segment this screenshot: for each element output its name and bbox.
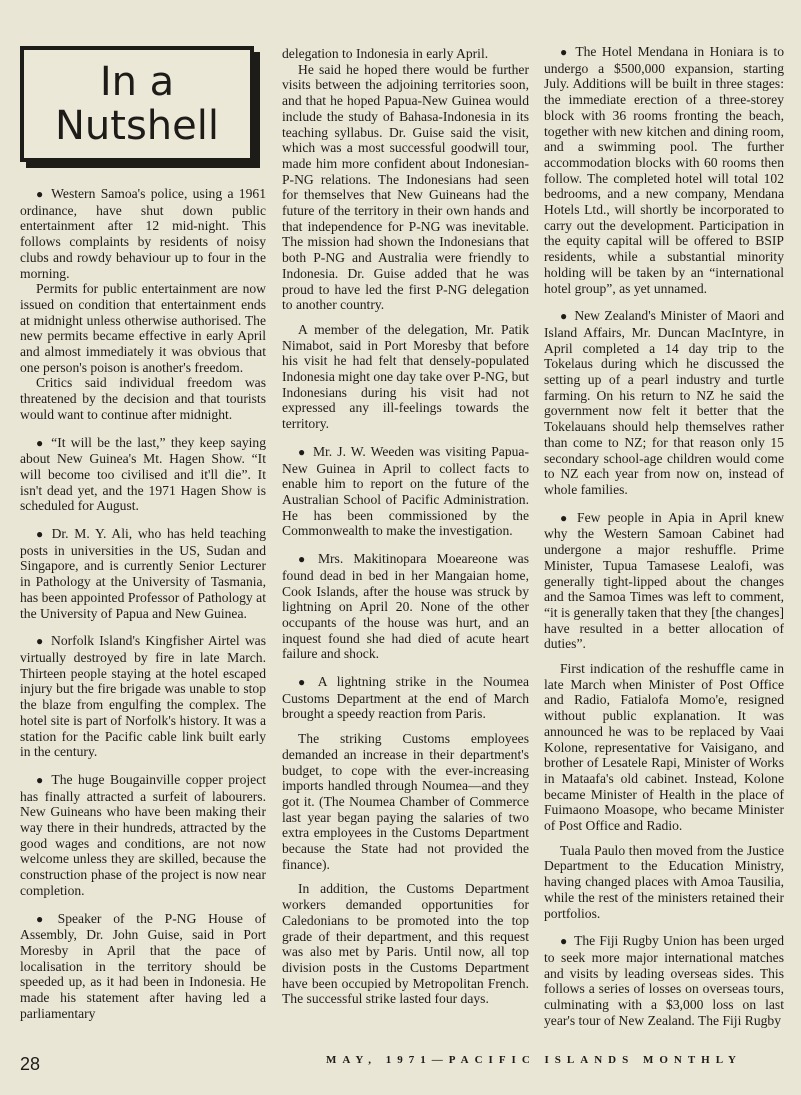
paragraph-text: New Zealand's Minister of Maori and Island Affairs, Mr. Duncan MacIntyre, in April completed a 14 day trip to the Tokelaus during which he discussed the setting up of a pearl industry and turtle farming. On his return to NZ he said the government now felt it better that the Tokelauans should help themselves rather than come to NZ; for that reason only 15 secondary school-age children would come to NZ each year from now on, instead of whole families. [544,308,784,497]
bullet-icon: ● [36,187,46,201]
paragraph-text: The striking Customs employees demanded an increase in their department's budget, to cope with the ever-increasing imports handled through Noumea—and they got it. (The Noumea Chamber of Commerce last year began paying the salaries of two extra employees in the Customs Department because the State had not provided the finance). [282,731,529,872]
running-footer: MAY, 1971—PACIFIC ISLANDS MONTHLY [326,1054,742,1066]
paragraph-text: Few people in Apia in April knew why the Western Samoan Cabinet had undergone a major reshuffle. Prime Minister, Tupua Tamasese Lealofi, was generally tight-lipped about the changes and the Samoa Times was left to comment, “it is generally taken that they [the changes] have resulted in a better allocation of duties”. [544,509,785,652]
paragraph-text: Dr. M. Y. Ali, who has held teaching posts in universities in the US, Sudan and Singapore, and is currently Senior Lecturer in Pathology at the University of Tasmania, has been appointed Professor of Pathology at the University of Papua and New Guinea. [20,526,266,621]
bullet-icon: ● [560,309,569,324]
bullet-icon: ● [298,444,307,459]
paragraph-text: Western Samoa's police, using a 1961 ordinance, have shut down public entertainment after 12 mid-night. This follows complaints by residents of noisy clubs and rowdy behaviour up to four in the morning. [20,186,266,281]
column-3-body [544,44,784,1028]
in-a-nutshell-heading-box [20,46,254,162]
article-paragraph [282,322,529,432]
article-paragraph [282,62,529,313]
column-1 [20,46,266,1021]
page-number: 28 [20,1054,41,1074]
bullet-icon: ● [36,634,46,649]
bullet-icon: ● [36,527,46,542]
bullet-icon: ● [298,675,312,690]
bullet-icon: ● [298,552,312,567]
paragraph-text: The huge Bougainville copper project has finally attracted a surfeit of labourers. New Guineans who have been making their way there in their hundreds, attracted by the good wages and conditions, are not now welcome unless they are skilled, because the construction phase of the project is now near completion. [20,771,267,898]
article-paragraph [282,444,529,539]
article-paragraph [20,772,266,899]
article-paragraph [20,281,266,375]
bullet-icon: ● [560,934,569,949]
article-paragraph [544,843,784,922]
paragraph-text: In addition, the Customs Department workers demanded opportunities for Caledonians to be promoted into the top grade of their department, and this request was also met by Paris. Until now, all top division posts in the Customs Department have been occupied by Metropolitan French. The successful strike lasted four days. [282,881,529,1007]
heading-line-1: In a [99,59,175,105]
paragraph-text: delegation to Indonesia in early April. [282,46,489,61]
paragraph-text: Speaker of the P-NG House of Assembly, Dr. John Guise, said in Port Moresby in April that the pace of localisation in the territory should be speeded up, as it had been in Indonesia. He made his statement after having led a parliamentary [20,910,267,1021]
article-paragraph [544,510,784,652]
paragraph-text: Critics said individual freedom was threatened by the decision and that tourists would want to continue after midnight. [20,375,266,422]
column-2 [282,46,529,1007]
article-paragraph [544,661,784,834]
paragraph-text: He said he hoped there would be further visits between the adjoining territories soon, and that he hoped Papua-New Guinea would include the study of Bahasa-Indonesia in its teaching syllabus. Dr. Guise said the visit, which was a most successful goodwill tour, made him more confident about Indonesian-P-NG relations. The Indonesians had seen for themselves that New Guineans had the future of the territory in their own hands and that independence for P-NG was inevitable. The mission had shown the Indonesians that both P-NG and Australia were friendly to Indonesia. Dr. Guise added that he was proud to have led the first P-NG delegation to another country. [282,61,529,313]
paragraph-text: A lightning strike in the Noumea Customs Department at the end of March brought a speedy reaction from Paris. [282,674,529,722]
paragraph-text: Permits for public entertainment are now issued on condition that entertainment ends at midnight unless otherwise authorised. The new permits became effective in early April and almost immediately it was obvious that one person's poison is another's freedom. [20,281,266,375]
article-paragraph [282,46,529,62]
article-paragraph [20,526,266,621]
article-paragraph [544,308,784,497]
bullet-icon: ● [560,45,570,59]
bullet-icon: ● [36,435,46,450]
article-paragraph [544,44,784,296]
paragraph-text: “It will be the last,” they keep saying about New Guinea's Mt. Hagen Show. “It will become too civilised and it'll die”. It isn't dead yet, and the 1971 Hagen Show is scheduled for August. [20,434,267,514]
page-footer [0,1042,801,1072]
paragraph-text: A member of the delegation, Mr. Patik Nimabot, said in Port Moresby that before his visit he had felt that densely-populated Indonesia might one day take over P-NG, but Indonesians during his visit had not expressed any ill-feelings towards the territory. [282,321,529,432]
heading-line-2: Nutshell [55,103,219,149]
paragraph-text: The Hotel Mendana in Honiara is to undergo a $500,000 expansion, starting July. Additions will be built in three stages: the immediate erection of a three-storey block with 36 rooms fronting the beach, together with new kitchen and dining room, and a swimming pool. The further accommodation blocks with 60 rooms then follow. The completed hotel will total 102 bedrooms, and a new company, Mendana Hotels Ltd., will shortly be incorporated to carry out the development. Participation in the equity capital will be offered to BSIP residents, while a substantial minority holding will be taken by an “international hotel group”, as yet unnamed. [544,44,784,296]
column-3 [544,44,784,1028]
paragraph-text: Mr. J. W. Weeden was visiting Papua-New Guinea in April to collect facts to enable him to report on the future of the Australian School of Pacific Administration. He has been commissioned by the Commonwealth to make the investigation. [282,443,529,539]
bullet-icon: ● [36,772,46,787]
article-paragraph [544,933,784,1028]
paragraph-text: Tuala Paulo then moved from the Justice Department to the Education Ministry, having changed places with Amoa Tausilia, while the rest of the ministers retained their portfolios. [544,842,784,921]
column-2-body [282,46,529,1007]
bullet-icon: ● [36,911,52,926]
bullet-icon: ● [560,510,572,525]
paragraph-text: The Fiji Rugby Union has been urged to seek more major international matches and visits by leading overseas sides. This follows a series of losses on overseas tours, culminating with a $3,000 loss on last year's tour of New Zealand. The Fiji Rugby [544,933,784,1028]
paragraph-text: Norfolk Island's Kingfisher Airtel was virtually destroyed by fire in late March. Thirteen people staying at the hotel escaped injury but the fire brigade was unable to stop the blaze from engulfing the complex. The hotel site is part of Norfolk's history. It was a station for the Pacific cable link built early in the century. [20,633,266,760]
article-paragraph [20,633,266,760]
article-paragraph [282,674,529,722]
article-paragraph [20,911,266,1022]
paragraph-text: First indication of the reshuffle came in late March when Minister of Post Office and Radio, Fatialofa Momo'e, resigned without public explanation. It was announced he was to be replaced by Vaai Kolone, representative for Vaisigano, and brother of Lesatele Rapi, Minister of Works in Mataafa's old cabinet. Instead, Kolone became Minister of Health in the place of Fuimaono Moasope, who became Minister of Post Office and Radio. [544,661,784,834]
paragraph-text: Mrs. Makitinopara Moeareone was found dead in bed in her Mangaian home, Cook Islands, after the house was struck by lightning on April 20. None of the other occupants of the house was hurt, and an inquest found she had died of acute heart failure and shock. [282,551,529,662]
article-paragraph [282,881,529,1007]
article-paragraph [20,186,266,281]
column-1-body [20,186,266,1021]
article-paragraph [282,731,529,872]
article-paragraph [20,435,266,515]
article-paragraph [282,551,529,662]
article-paragraph [20,375,266,422]
